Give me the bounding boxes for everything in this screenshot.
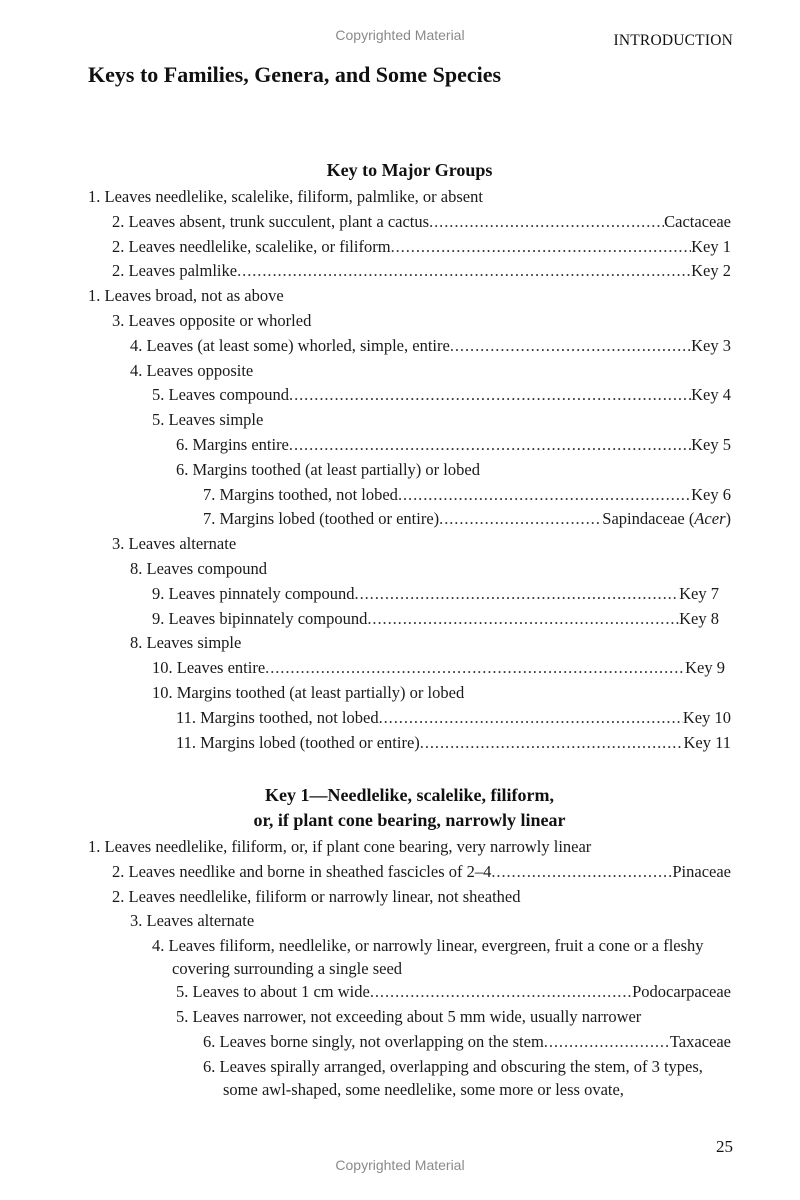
entry-target: Key 6 — [691, 484, 731, 504]
entry-text: 4. Leaves filiform, needlelike, or narrowly linear, evergreen, fruit a cone or a fleshy covering surrounding a single seed — [152, 936, 704, 979]
key-title: Key to Major Groups — [326, 160, 493, 180]
dot-leader — [289, 383, 691, 408]
page-number: 25 — [716, 1137, 733, 1156]
dot-leader — [367, 607, 679, 632]
key-entry — [88, 433, 731, 458]
entry-text: 5. Leaves simple — [152, 410, 264, 430]
entry-text: 1. Leaves needlelike, filiform, or, if plant cone bearing, very narrowly linear — [88, 837, 592, 856]
key-entries — [88, 835, 731, 1101]
entry-text: 7. Margins lobed (toothed or entire) — [203, 509, 440, 529]
entry-text: 5. Leaves narrower, not exceeding about 5 mm wide, usually narrower — [176, 1006, 642, 1026]
dot-leader — [289, 433, 691, 458]
key-entry — [88, 1005, 731, 1030]
entry-text: 4. Leaves (at least some) whorled, simple, entire — [130, 335, 450, 355]
key-entry — [88, 934, 731, 980]
key-entry — [88, 1030, 731, 1055]
running-head: INTRODUCTION — [613, 32, 733, 49]
dot-leader — [491, 860, 672, 885]
entry-text: 3. Leaves alternate — [112, 534, 237, 554]
key-entry — [88, 582, 731, 607]
entry-target: Key 9 — [685, 658, 725, 678]
key-entry — [88, 359, 731, 384]
key-entry — [88, 408, 731, 433]
entry-target: Key 1 — [691, 236, 731, 256]
entry-text: 8. Leaves compound — [130, 558, 268, 578]
entry-target: Key 2 — [691, 261, 731, 281]
entry-target: Key 10 — [682, 707, 731, 727]
key-entry — [88, 835, 731, 860]
key-entry — [88, 885, 731, 910]
entry-text: 2. Leaves needlike and borne in sheathed fascicles of 2–4 — [112, 861, 492, 881]
entry-text: 6. Leaves spirally arranged, overlapping and obscuring the stem, of 3 types, some awl-shaped, some needlelike, some more or less ovate, — [203, 1056, 703, 1099]
entry-text: 4. Leaves opposite — [130, 360, 254, 380]
entry-text: 5. Leaves to about 1 cm wide — [176, 982, 370, 1002]
key-entry — [88, 631, 731, 656]
entry-text: 11. Margins toothed, not lobed — [176, 707, 379, 727]
copyright-watermark-top: Copyrighted Material — [335, 27, 465, 43]
copyright-watermark-bottom: Copyrighted Material — [335, 1157, 465, 1173]
dot-leader — [265, 656, 685, 681]
dot-leader — [379, 706, 683, 731]
dot-leader — [429, 210, 664, 235]
entry-target: Cactaceae — [664, 211, 731, 231]
key-entry — [88, 284, 731, 309]
key-entry — [88, 185, 731, 210]
entry-text: 11. Margins lobed (toothed or entire) — [176, 732, 420, 752]
entry-target: Podocarpaceae — [632, 982, 731, 1002]
dot-leader — [420, 731, 684, 756]
entry-text: 2. Leaves absent, trunk succulent, plant a cactus — [112, 211, 430, 231]
target-paren-open: ( — [688, 509, 695, 529]
dot-leader — [391, 235, 692, 260]
key-entry — [88, 334, 731, 359]
key-to-major-groups — [88, 158, 731, 755]
dot-leader — [370, 980, 632, 1005]
entry-target: Pinaceae — [672, 861, 731, 881]
entry-text: 3. Leaves opposite or whorled — [112, 310, 312, 330]
entry-text: 8. Leaves simple — [130, 633, 242, 653]
key-title-line-1: Key 1—Needlelike, scalelike, filiform, — [265, 785, 554, 805]
dot-leader — [544, 1030, 670, 1055]
entry-text: 6. Leaves borne singly, not overlapping on the stem — [203, 1031, 544, 1051]
key-entry — [88, 731, 731, 756]
key-entry — [88, 980, 731, 1005]
key-entry — [88, 483, 731, 508]
dot-leader — [398, 483, 691, 508]
key-entry — [88, 309, 731, 334]
entry-target: Key 7 — [679, 583, 719, 603]
dot-leader — [355, 582, 680, 607]
dot-leader — [439, 507, 602, 532]
entry-text: 1. Leaves needlelike, scalelike, filiform, palmlike, or absent — [88, 187, 483, 206]
entry-target: Taxaceae — [669, 1031, 731, 1051]
key-entry — [88, 557, 731, 582]
key-entries — [88, 185, 731, 755]
entry-text: 2. Leaves palmlike — [112, 261, 238, 281]
entry-text: 9. Leaves pinnately compound — [152, 583, 355, 603]
entry-target — [602, 507, 731, 532]
key-entry — [88, 532, 731, 557]
key-entry — [88, 706, 731, 731]
entry-text: 2. Leaves needlelike, filiform or narrowly linear, not sheathed — [112, 886, 521, 906]
entry-target: Key 4 — [691, 385, 731, 405]
entry-target: Key 5 — [691, 434, 731, 454]
entry-text: 10. Leaves entire — [152, 658, 266, 678]
key-1-needlelike — [88, 783, 731, 1101]
dot-leader — [450, 334, 691, 359]
entry-text: 6. Margins toothed (at least partially) or lobed — [176, 459, 480, 479]
entry-text: 2. Leaves needlelike, scalelike, or filiform — [112, 236, 391, 256]
target-paren-close: ) — [725, 509, 731, 529]
key-entry — [88, 681, 731, 706]
key-entry — [88, 656, 731, 681]
target-genus: Acer — [694, 509, 726, 529]
key-entry — [88, 909, 731, 934]
key-entry — [88, 860, 731, 885]
entry-text: 7. Margins toothed, not lobed — [203, 484, 398, 504]
key-entry — [88, 210, 731, 235]
entry-target: Key 3 — [691, 335, 731, 355]
key-title-line-2: or, if plant cone bearing, narrowly linear — [253, 810, 566, 830]
key-entry — [88, 507, 731, 532]
entry-text: 1. Leaves broad, not as above — [88, 286, 284, 306]
key-entry — [88, 458, 731, 483]
entry-text: 9. Leaves bipinnately compound — [152, 608, 368, 628]
entry-text: 3. Leaves alternate — [130, 911, 255, 931]
key-entry — [88, 383, 731, 408]
dot-leader — [237, 259, 691, 284]
key-entry — [88, 607, 731, 632]
chapter-heading: Keys to Families, Genera, and Some Species — [88, 62, 502, 87]
entry-target: Key 8 — [679, 608, 719, 628]
target-family: Sapindaceae — [602, 509, 685, 529]
key-entry — [88, 235, 731, 260]
entry-text: 6. Margins entire — [176, 434, 289, 454]
key-title — [88, 783, 731, 833]
entry-target: Key 11 — [683, 732, 731, 752]
entry-text: 5. Leaves compound — [152, 385, 290, 405]
key-entry — [88, 1055, 731, 1101]
entry-text: 10. Margins toothed (at least partially) or lobed — [152, 682, 465, 702]
key-entry — [88, 259, 731, 284]
